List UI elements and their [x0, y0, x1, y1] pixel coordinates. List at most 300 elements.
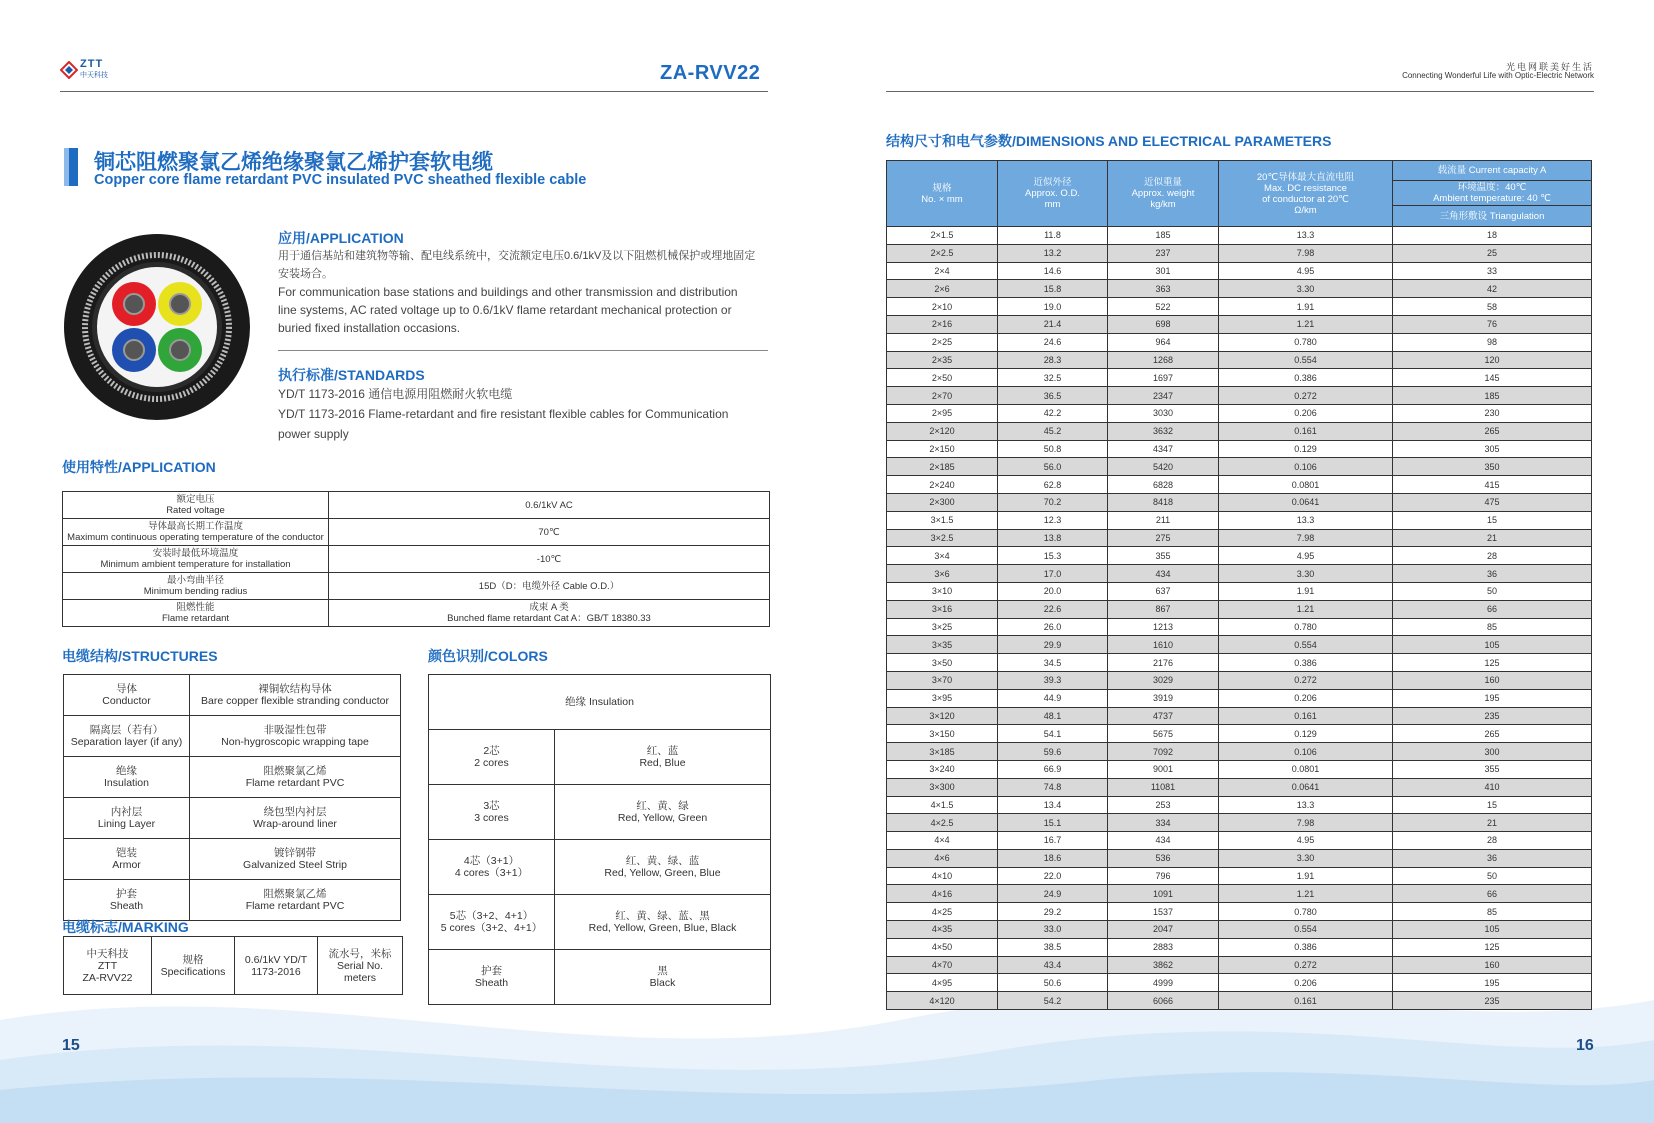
application-text-cn-1: 用于通信基站和建筑物等输、配电线系统中，交流额定电压0.6/1kV及以下阻燃机械保护或埋地固定	[278, 250, 756, 262]
cell-od: 24.9	[998, 885, 1108, 903]
table-row	[887, 387, 1592, 405]
cell-spec: 2×25	[887, 333, 998, 351]
table-row	[887, 476, 1592, 494]
marking-meters: meters	[343, 971, 377, 984]
cell-weight: 185	[1108, 227, 1219, 245]
cell-od: 42.2	[998, 404, 1108, 422]
col-spec-en: No. × mm	[921, 193, 963, 205]
table-row	[887, 707, 1592, 725]
cell-od: 12.3	[998, 511, 1108, 529]
cell-weight: 434	[1108, 832, 1219, 850]
table-row	[63, 492, 770, 519]
structure-label-cn: 绝缘	[116, 765, 137, 777]
cell-od: 32.5	[998, 369, 1108, 387]
cell-spec: 3×4	[887, 547, 998, 565]
cell-od: 19.0	[998, 298, 1108, 316]
cell-resistance: 4.95	[1219, 547, 1393, 565]
color-label-en: 5 cores（3+2、4+1）	[440, 922, 543, 934]
cell-resistance: 0.206	[1219, 404, 1393, 422]
cell-spec: 2×1.5	[887, 227, 998, 245]
col-resistance-header	[1219, 161, 1393, 227]
col-weight-unit: kg/km	[1150, 199, 1176, 210]
product-title-cn: 铜芯阻燃聚氯乙烯绝缘聚氯乙烯护套软电缆	[94, 151, 493, 174]
col-od-header	[998, 161, 1108, 227]
cell-resistance: 4.95	[1219, 262, 1393, 280]
structure-value-cn: 裸铜软结构导体	[258, 683, 332, 695]
cell-spec: 2×10	[887, 298, 998, 316]
marking-table	[63, 936, 403, 995]
product-title-en: Copper core flame retardant PVC insulated PVC sheathed flexible cable	[94, 172, 587, 188]
standard-line-1: YD/T 1173-2016 通信电源用阻燃耐火软电缆	[278, 387, 513, 401]
structure-label-cn: 导体	[116, 683, 137, 695]
structure-value-en: Flame retardant PVC	[245, 900, 345, 912]
section-divider	[278, 350, 768, 351]
marking-serial-en: Serial No.	[336, 959, 384, 972]
table-row	[887, 582, 1592, 600]
cell-resistance: 13.3	[1219, 227, 1393, 245]
cell-resistance: 0.272	[1219, 956, 1393, 974]
cell-capacity: 15	[1393, 511, 1592, 529]
color-label-cn: 4芯（3+1）	[463, 855, 520, 867]
cell-capacity: 355	[1393, 760, 1592, 778]
header-rule-right	[886, 91, 1594, 92]
cell-resistance: 0.780	[1219, 333, 1393, 351]
marking-brand-cn: 中天科技	[86, 947, 129, 960]
cell-resistance: 7.98	[1219, 529, 1393, 547]
structure-label-en: Armor	[112, 859, 141, 871]
cell-weight: 1268	[1108, 351, 1219, 369]
cell-resistance: 1.21	[1219, 885, 1393, 903]
table-row	[887, 618, 1592, 636]
cell-resistance: 0.0801	[1219, 760, 1393, 778]
structure-label-en: Insulation	[104, 777, 149, 789]
cell-spec: 3×10	[887, 582, 998, 600]
cell-spec: 4×16	[887, 885, 998, 903]
table-row	[887, 885, 1592, 903]
cell-resistance: 0.386	[1219, 369, 1393, 387]
table-row	[887, 867, 1592, 885]
cell-resistance: 7.98	[1219, 244, 1393, 262]
cell-od: 59.6	[998, 743, 1108, 761]
cell-resistance: 0.272	[1219, 387, 1393, 405]
cell-weight: 5420	[1108, 458, 1219, 476]
usage-label-en: Maximum continuous operating temperature of the conductor	[67, 532, 324, 543]
cell-capacity: 350	[1393, 458, 1592, 476]
structure-value-cn: 阻燃聚氯乙烯	[263, 765, 327, 777]
cell-capacity: 58	[1393, 298, 1592, 316]
structure-value-en: Flame retardant PVC	[245, 777, 345, 789]
col-capacity-ambient	[1393, 181, 1592, 206]
usage-table	[62, 491, 770, 627]
color-value-en: Red, Yellow, Green	[617, 812, 708, 824]
cell-capacity: 125	[1393, 938, 1592, 956]
marking-heading: 电缆标志/MARKING	[62, 919, 189, 935]
col-resistance-unit: Ω/km	[1294, 204, 1317, 216]
model-code: ZA-RVV22	[660, 62, 761, 84]
table-row	[887, 315, 1592, 333]
cable-cross-section-image	[62, 232, 252, 422]
usage-label-cn: 最小弯曲半径	[166, 575, 224, 586]
table-row	[887, 903, 1592, 921]
cell-capacity: 235	[1393, 707, 1592, 725]
cell-resistance: 0.554	[1219, 351, 1393, 369]
table-row	[887, 298, 1592, 316]
table-row	[887, 636, 1592, 654]
cell-capacity: 36	[1393, 849, 1592, 867]
cell-spec: 2×50	[887, 369, 998, 387]
col-resistance-en1: Max. DC resistance	[1264, 182, 1347, 194]
cell-capacity: 230	[1393, 404, 1592, 422]
cell-weight: 211	[1108, 511, 1219, 529]
cell-weight: 355	[1108, 547, 1219, 565]
cell-capacity: 265	[1393, 725, 1592, 743]
cell-capacity: 85	[1393, 903, 1592, 921]
cell-resistance: 0.0641	[1219, 493, 1393, 511]
cell-spec: 4×35	[887, 921, 998, 939]
structure-label-en: Separation layer (if any)	[70, 736, 183, 748]
table-row	[887, 778, 1592, 796]
standards-heading: 执行标准/STANDARDS	[278, 367, 425, 383]
table-row	[887, 600, 1592, 618]
cell-resistance: 4.95	[1219, 832, 1393, 850]
table-row	[887, 227, 1592, 245]
structure-label-cn: 铠装	[116, 847, 137, 859]
cell-capacity: 28	[1393, 547, 1592, 565]
usage-label-en: Rated voltage	[166, 505, 225, 516]
cell-od: 62.8	[998, 476, 1108, 494]
cell-spec: 3×35	[887, 636, 998, 654]
cell-spec: 4×95	[887, 974, 998, 992]
cell-spec: 3×16	[887, 600, 998, 618]
cell-resistance: 1.21	[1219, 315, 1393, 333]
cell-weight: 5675	[1108, 725, 1219, 743]
col-spec-cn: 规格	[932, 182, 952, 194]
cell-spec: 3×120	[887, 707, 998, 725]
cell-resistance: 3.30	[1219, 849, 1393, 867]
cell-capacity: 185	[1393, 387, 1592, 405]
cell-weight: 867	[1108, 600, 1219, 618]
cell-capacity: 160	[1393, 671, 1592, 689]
table-row	[429, 785, 771, 840]
cell-capacity: 475	[1393, 493, 1592, 511]
cell-spec: 2×4	[887, 262, 998, 280]
col-resistance-cn: 20℃导体最大直流电阻	[1256, 171, 1355, 183]
cell-od: 38.5	[998, 938, 1108, 956]
cell-od: 44.9	[998, 689, 1108, 707]
usage-label-cn: 阻燃性能	[176, 602, 215, 613]
cell-weight: 1091	[1108, 885, 1219, 903]
cell-resistance: 0.161	[1219, 422, 1393, 440]
cell-spec: 3×185	[887, 743, 998, 761]
header-rule-left	[60, 91, 768, 92]
cell-weight: 2047	[1108, 921, 1219, 939]
color-label-cn: 护套	[481, 965, 502, 977]
table-row	[887, 814, 1592, 832]
cell-capacity: 410	[1393, 778, 1592, 796]
cell-capacity: 120	[1393, 351, 1592, 369]
table-row	[429, 840, 771, 895]
marking-serial-cn: 流水号，米标	[328, 947, 392, 960]
col-capacity-header: 载流量 Current capacity A	[1393, 161, 1592, 181]
cell-weight: 253	[1108, 796, 1219, 814]
cell-resistance: 0.161	[1219, 707, 1393, 725]
params-heading: 结构尺寸和电气参数/DIMENSIONS AND ELECTRICAL PARAMETERS	[886, 133, 1332, 149]
table-row	[887, 725, 1592, 743]
cell-spec: 3×50	[887, 654, 998, 672]
params-table-body	[887, 227, 1592, 1010]
application-text-en-1: For communication base stations and buildings and other transmission and distribution	[278, 285, 738, 299]
structure-value-cn: 阻燃聚氯乙烯	[263, 888, 327, 900]
col-capacity-ambient-cn: 环境温度：40℃	[1457, 182, 1527, 193]
structure-label-cn: 内衬层	[110, 806, 143, 818]
cell-weight: 6066	[1108, 992, 1219, 1010]
usage-value: 15D（D：电缆外径 Cable O.D.）	[329, 573, 770, 600]
cell-spec: 2×6	[887, 280, 998, 298]
cell-od: 14.6	[998, 262, 1108, 280]
cell-spec: 4×1.5	[887, 796, 998, 814]
cell-weight: 1610	[1108, 636, 1219, 654]
structure-label-cn: 护套	[116, 888, 137, 900]
ztt-logo-icon	[60, 61, 78, 79]
col-od-unit: mm	[1044, 199, 1061, 210]
cell-spec: 4×50	[887, 938, 998, 956]
cell-weight: 3862	[1108, 956, 1219, 974]
cell-weight: 3029	[1108, 671, 1219, 689]
cell-spec: 2×70	[887, 387, 998, 405]
marking-spec-en: Specifications	[160, 965, 226, 978]
cell-weight: 275	[1108, 529, 1219, 547]
cell-od: 15.3	[998, 547, 1108, 565]
cell-weight: 4737	[1108, 707, 1219, 725]
cell-capacity: 50	[1393, 867, 1592, 885]
color-label-en: 4 cores（3+1）	[454, 867, 529, 879]
cell-od: 17.0	[998, 565, 1108, 583]
color-label-cn: 5芯（3+2、4+1）	[449, 910, 534, 922]
cell-resistance: 0.129	[1219, 440, 1393, 458]
cell-od: 43.4	[998, 956, 1108, 974]
table-row	[887, 565, 1592, 583]
color-label-en: 3 cores	[474, 812, 509, 824]
table-row	[887, 369, 1592, 387]
cell-od: 22.0	[998, 867, 1108, 885]
cell-weight: 2176	[1108, 654, 1219, 672]
structure-value-cn: 镀锌钢带	[274, 847, 316, 859]
cell-resistance: 1.91	[1219, 298, 1393, 316]
color-value-cn: 红、蓝	[646, 745, 679, 757]
cell-resistance: 7.98	[1219, 814, 1393, 832]
cell-spec: 2×240	[887, 476, 998, 494]
structure-value-en: Non-hygroscopic wrapping tape	[221, 736, 369, 748]
color-label-en: 2 cores	[474, 757, 509, 769]
cell-od: 50.6	[998, 974, 1108, 992]
cell-capacity: 21	[1393, 814, 1592, 832]
cell-resistance: 0.106	[1219, 743, 1393, 761]
cell-spec: 4×70	[887, 956, 998, 974]
page-number-left: 15	[62, 1037, 80, 1054]
usage-label-cn: 额定电压	[176, 494, 215, 505]
slogan-en: Connecting Wonderful Life with Optic-Electric Network	[1402, 71, 1594, 80]
table-row	[887, 921, 1592, 939]
slogan-cn: 光电网联美好生活	[1505, 62, 1594, 72]
cell-spec: 2×35	[887, 351, 998, 369]
usage-label-en: Minimum ambient temperature for installation	[100, 559, 291, 570]
cell-weight: 2347	[1108, 387, 1219, 405]
cell-weight: 7092	[1108, 743, 1219, 761]
cell-resistance: 0.780	[1219, 618, 1393, 636]
cell-capacity: 50	[1393, 582, 1592, 600]
cell-spec: 4×4	[887, 832, 998, 850]
cell-weight: 1537	[1108, 903, 1219, 921]
cell-capacity: 28	[1393, 832, 1592, 850]
table-row	[887, 796, 1592, 814]
color-value-en: Black	[649, 977, 676, 989]
cell-weight: 237	[1108, 244, 1219, 262]
cell-resistance: 0.129	[1219, 725, 1393, 743]
cell-od: 15.1	[998, 814, 1108, 832]
cell-spec: 2×185	[887, 458, 998, 476]
cell-spec: 2×150	[887, 440, 998, 458]
page-number-right: 16	[1576, 1037, 1594, 1054]
table-row	[64, 757, 401, 798]
color-label-cn: 2芯	[483, 745, 500, 757]
cell-od: 45.2	[998, 422, 1108, 440]
cell-resistance: 1.21	[1219, 600, 1393, 618]
col-weight-cn: 近似重量	[1143, 177, 1182, 188]
cell-capacity: 15	[1393, 796, 1592, 814]
cell-weight: 6828	[1108, 476, 1219, 494]
cell-resistance: 0.161	[1219, 992, 1393, 1010]
cell-resistance: 3.30	[1219, 280, 1393, 298]
table-row	[64, 880, 401, 921]
cell-capacity: 145	[1393, 369, 1592, 387]
col-spec-header	[887, 161, 998, 227]
table-row	[63, 546, 770, 573]
usage-value: 成束 A 类	[529, 602, 569, 613]
cell-capacity: 125	[1393, 654, 1592, 672]
cell-weight: 9001	[1108, 760, 1219, 778]
table-row	[887, 938, 1592, 956]
standard-line-2: YD/T 1173-2016 Flame-retardant and fire resistant flexible cables for Communication	[278, 407, 729, 421]
structure-label-cn: 隔离层（若有）	[89, 724, 164, 736]
usage-label-en: Minimum bending radius	[143, 586, 248, 597]
params-table	[886, 160, 1592, 1010]
table-row	[429, 675, 771, 730]
cell-capacity: 160	[1393, 956, 1592, 974]
structures-table	[63, 674, 401, 921]
cell-spec: 3×150	[887, 725, 998, 743]
cell-od: 28.3	[998, 351, 1108, 369]
cell-od: 39.3	[998, 671, 1108, 689]
cell-weight: 2883	[1108, 938, 1219, 956]
cell-spec: 4×25	[887, 903, 998, 921]
cell-capacity: 18	[1393, 227, 1592, 245]
cell-resistance: 0.106	[1219, 458, 1393, 476]
logo-subtext: 中天科技	[80, 72, 108, 79]
cell-weight: 522	[1108, 298, 1219, 316]
cell-spec: 2×95	[887, 404, 998, 422]
cell-capacity: 300	[1393, 743, 1592, 761]
table-row	[63, 600, 770, 627]
cell-od: 36.5	[998, 387, 1108, 405]
cell-od: 21.4	[998, 315, 1108, 333]
cell-capacity: 105	[1393, 921, 1592, 939]
application-text-cn-2: 安装场合。	[278, 268, 333, 280]
table-row	[63, 519, 770, 546]
col-od-en: Approx. O.D.	[1025, 188, 1080, 199]
cell-resistance: 0.386	[1219, 654, 1393, 672]
cell-capacity: 195	[1393, 689, 1592, 707]
color-value-cn: 红、黄、绿、蓝、黑	[615, 910, 710, 922]
colors-heading: 颜色识别/COLORS	[428, 648, 548, 664]
marking-model: ZA-RVV22	[82, 971, 133, 984]
cell-spec: 3×70	[887, 671, 998, 689]
table-row	[887, 547, 1592, 565]
cell-spec: 4×2.5	[887, 814, 998, 832]
cell-od: 26.0	[998, 618, 1108, 636]
usage-value: 0.6/1kV AC	[329, 492, 770, 519]
structure-label-en: Conductor	[102, 695, 151, 707]
color-value-en: Red, Blue	[639, 757, 686, 769]
cell-resistance: 13.3	[1219, 511, 1393, 529]
cell-od: 50.8	[998, 440, 1108, 458]
cell-weight: 11081	[1108, 778, 1219, 796]
colors-table-header: 绝缘 Insulation	[429, 675, 771, 730]
cell-weight: 4347	[1108, 440, 1219, 458]
table-row	[887, 689, 1592, 707]
cell-od: 29.2	[998, 903, 1108, 921]
cell-spec: 3×2.5	[887, 529, 998, 547]
cell-capacity: 98	[1393, 333, 1592, 351]
table-row	[887, 671, 1592, 689]
cell-od: 20.0	[998, 582, 1108, 600]
table-row	[887, 280, 1592, 298]
cell-spec: 2×2.5	[887, 244, 998, 262]
table-row	[887, 422, 1592, 440]
cell-spec: 4×10	[887, 867, 998, 885]
cell-weight: 3632	[1108, 422, 1219, 440]
application-heading: 应用/APPLICATION	[278, 230, 404, 246]
cell-od: 22.6	[998, 600, 1108, 618]
cell-weight: 4999	[1108, 974, 1219, 992]
color-label-cn: 3芯	[483, 800, 500, 812]
usage-value: 70℃	[329, 519, 770, 546]
marking-standard-2: 1173-2016	[251, 965, 301, 978]
cell-capacity: 235	[1393, 992, 1592, 1010]
color-value-en: Red, Yellow, Green, Blue	[604, 867, 721, 879]
cell-od: 18.6	[998, 849, 1108, 867]
usage-label-cn: 导体最高长期工作温度	[147, 521, 243, 532]
cell-spec: 3×6	[887, 565, 998, 583]
col-od-cn: 近似外径	[1033, 177, 1072, 188]
table-row	[887, 458, 1592, 476]
cell-capacity: 25	[1393, 244, 1592, 262]
cell-spec: 3×1.5	[887, 511, 998, 529]
cell-weight: 3030	[1108, 404, 1219, 422]
color-value-en: Red, Yellow, Green, Blue, Black	[588, 922, 737, 934]
color-value-cn: 红、黄、绿、蓝	[625, 855, 700, 867]
cell-resistance: 0.386	[1219, 938, 1393, 956]
table-row	[887, 493, 1592, 511]
cell-resistance: 0.554	[1219, 921, 1393, 939]
cell-od: 74.8	[998, 778, 1108, 796]
cell-od: 34.5	[998, 654, 1108, 672]
cell-od: 54.2	[998, 992, 1108, 1010]
cell-od: 24.6	[998, 333, 1108, 351]
cell-weight: 964	[1108, 333, 1219, 351]
cell-spec: 2×16	[887, 315, 998, 333]
table-row	[887, 743, 1592, 761]
standard-line-3: power supply	[278, 427, 349, 441]
